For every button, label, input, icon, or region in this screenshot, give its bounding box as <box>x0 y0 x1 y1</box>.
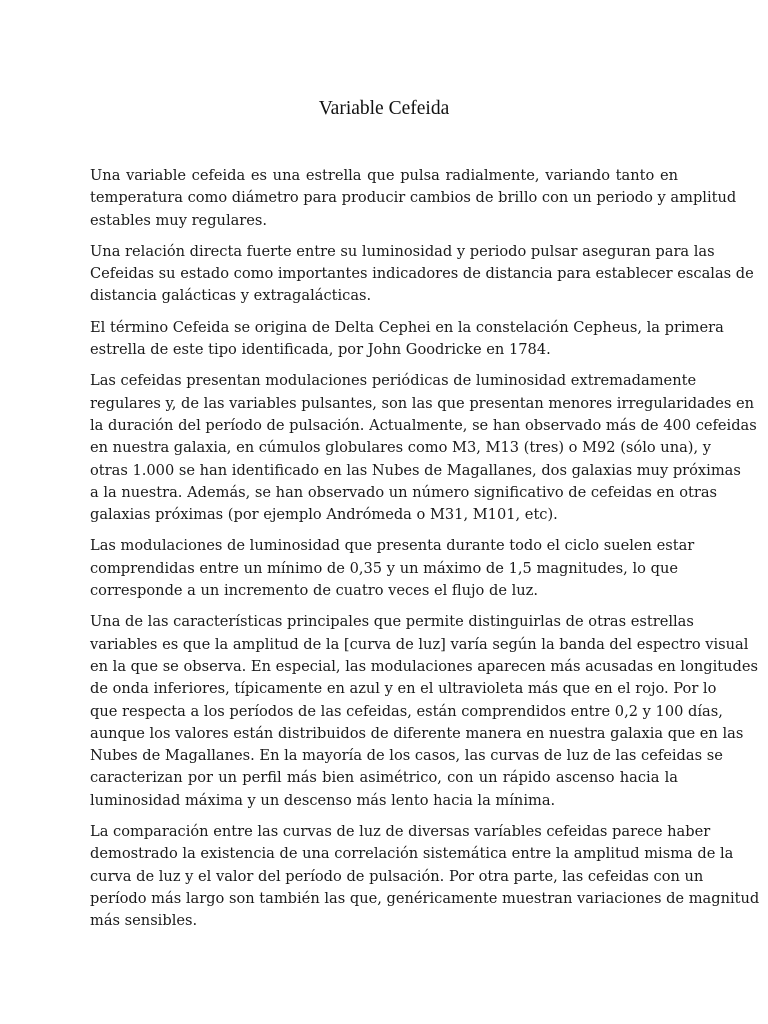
text-line: caracterizan por un perfil más bien asimétrico, con un rápido ascenso hacia la <box>90 769 678 787</box>
paragraph <box>90 535 695 602</box>
text-line: Cefeidas su estado como importantes indicadores de distancia para establecer escalas de <box>90 265 754 283</box>
paragraph <box>90 821 760 932</box>
text-line: estables muy regulares. <box>90 211 268 229</box>
text-line: curva de luz y el valor del período de pulsación. Por otra parte, las cefeidas con un <box>90 867 704 885</box>
text-line: El término Cefeida se origina de Delta Cephei en la constelación Cepheus, la primera <box>90 318 724 336</box>
text-line: Una variable cefeida es una estrella que pulsa radialmente, variando tanto en <box>90 167 678 184</box>
text-line: Una de las características principales que permite distinguirlas de otras estrellas <box>90 613 694 631</box>
text-line: luminosidad máxima y un descenso más lento hacia la mínima. <box>90 791 556 809</box>
text-line: distancia galácticas y extragalácticas. <box>90 287 372 305</box>
text-line: en la que se observa. En especial, las modulaciones aparecen más acusadas en longitudes <box>90 657 758 675</box>
text-line: de onda inferiores, típicamente en azul y en el ultravioleta más que en el rojo. Por lo <box>90 680 717 698</box>
text-line: período más largo son también las que, genéricamente muestran variaciones de magnitud <box>90 889 760 907</box>
text-line: aunque los valores están distribuidos de diferente manera en nuestra galaxia que en las <box>90 724 744 742</box>
text-line: variables es que la amplitud de la [curva de luz] varía según la banda del espectro visual <box>90 635 749 653</box>
paragraph <box>90 165 737 232</box>
text-line: La comparación entre las curvas de luz de diversas varíables cefeidas parece haber <box>90 823 711 841</box>
text-line: la duración del período de pulsación. Actualmente, se han observado más de 400 cefeidas <box>90 416 757 434</box>
paragraph <box>90 317 724 362</box>
document-body <box>90 165 760 942</box>
text-line: Las cefeidas presentan modulaciones periódicas de luminosidad extremadamente <box>90 372 697 390</box>
text-line: Nubes de Magallanes. En la mayoría de los casos, las curvas de luz de las cefeidas se <box>90 747 723 765</box>
paragraph <box>90 611 758 812</box>
text-line: demostrado la existencia de una correlación sistemática entre la amplitud misma de la <box>90 845 734 863</box>
document-title: Variable Cefeida <box>318 98 450 119</box>
text-line: regulares y, de las variables pulsantes, son las que presentan menores irregularidades en <box>90 394 754 412</box>
text-line: que respecta a los períodos de las cefeidas, están comprendidos entre 0,2 y 100 días, <box>90 702 723 720</box>
text-line: en nuestra galaxia, en cúmulos globulares como M3, M13 (tres) o M92 (sólo una), y <box>90 439 712 457</box>
text-line: comprendidas entre un mínimo de 0,35 y un máximo de 1,5 magnitudes, lo que <box>90 559 678 577</box>
text-line: otras 1.000 se han identificado en las Nubes de Magallanes, dos galaxias muy próximas <box>90 461 741 479</box>
text-line: temperatura como diámetro para producir cambios de brillo con un periodo y amplitud <box>90 189 737 207</box>
paragraph <box>90 241 754 308</box>
text-line: galaxias próximas (por ejemplo Andrómeda o M31, M101, etc). <box>90 506 558 524</box>
text-line: corresponde a un incremento de cuatro veces el flujo de luz. <box>90 582 538 600</box>
text-line: Una relación directa fuerte entre su luminosidad y periodo pulsar aseguran para las <box>90 242 715 260</box>
text-line: a la nuestra. Además, se han observado un número significativo de cefeidas en otras <box>90 483 718 501</box>
paragraph <box>90 370 757 526</box>
text-line: Las modulaciones de luminosidad que presenta durante todo el ciclo suelen estar <box>90 537 695 555</box>
text-line: estrella de este tipo identificada, por John Goodricke en 1784. <box>90 341 551 359</box>
text-line: más sensibles. <box>90 912 198 930</box>
